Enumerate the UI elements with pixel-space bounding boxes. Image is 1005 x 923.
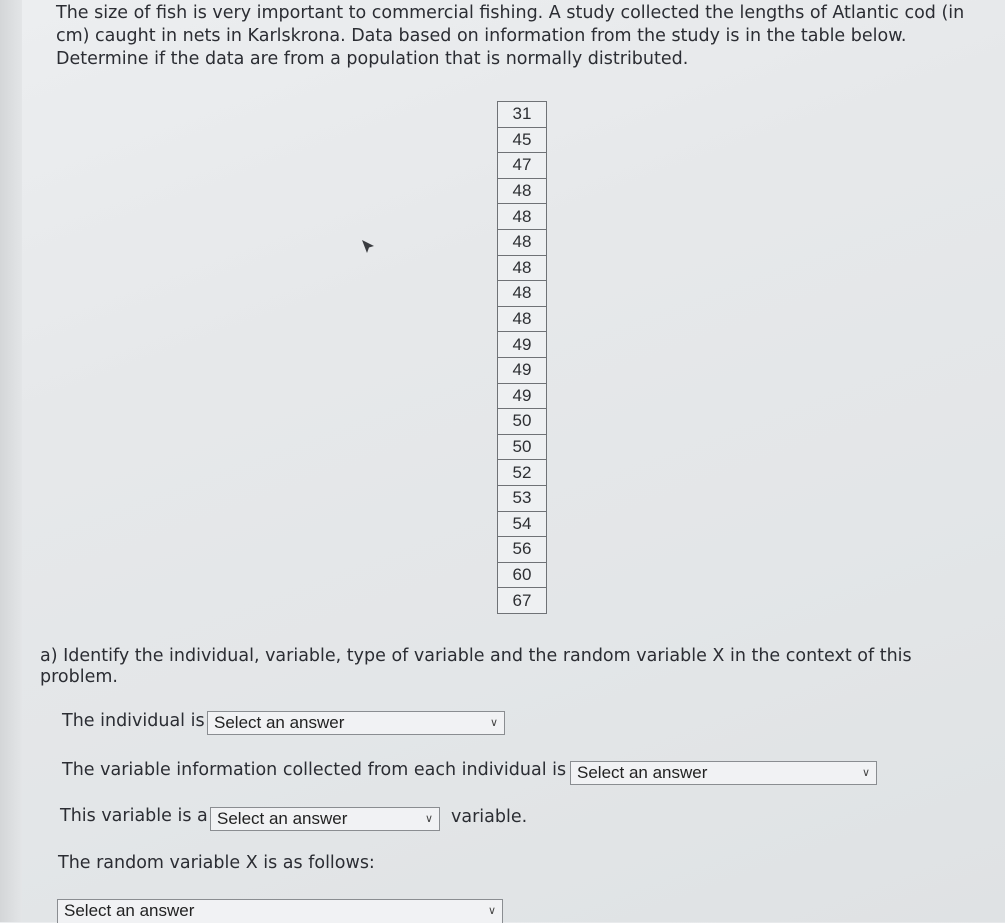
- variable-type-suffix: variable.: [451, 807, 528, 827]
- table-row: [498, 511, 547, 537]
- table-cell: 47: [498, 153, 547, 179]
- table-row: [498, 383, 547, 409]
- table-cell: 54: [498, 511, 547, 537]
- table-row: [498, 204, 547, 230]
- table-row: [498, 485, 547, 511]
- table-row: [498, 409, 547, 435]
- table-cell: 49: [498, 357, 547, 383]
- table-cell: 49: [498, 383, 547, 409]
- mouse-cursor-icon: [358, 237, 378, 257]
- problem-intro: The size of fish is very important to commercial fishing. A study collected the lengths of Atlantic cod (in cm) caught in nets in Karlskrona. Data based on information from the study is in the table below. Determine if the data are from a population that is normally distributed.: [56, 3, 965, 69]
- table-cell: 48: [498, 229, 547, 255]
- table-cell: 67: [498, 588, 547, 614]
- table-cell: 45: [498, 127, 547, 153]
- table-row: [498, 537, 547, 563]
- random-variable-select-value: Select an answer: [64, 901, 195, 920]
- table-cell: 56: [498, 537, 547, 563]
- random-variable-select[interactable]: [57, 899, 503, 923]
- table-cell: 53: [498, 485, 547, 511]
- table-cell: 48: [498, 281, 547, 307]
- table-cell: 31: [498, 102, 547, 128]
- table-row: [498, 281, 547, 307]
- part-a-question: a) Identify the individual, variable, type of variable and the random variable X in the context of this problem.: [40, 646, 912, 687]
- table-row: [498, 178, 547, 204]
- table-row: [498, 588, 547, 614]
- table-cell: 60: [498, 562, 547, 588]
- table-cell: 50: [498, 409, 547, 435]
- table-cell: 50: [498, 434, 547, 460]
- table-row: [498, 332, 547, 358]
- table-cell: 48: [498, 204, 547, 230]
- table-cell: 48: [498, 178, 547, 204]
- variable-type-select-value: Select an answer: [217, 809, 348, 828]
- variable-select-value: Select an answer: [577, 763, 708, 782]
- table-row: [498, 460, 547, 486]
- data-table: [497, 101, 547, 614]
- chevron-down-icon: ∨: [424, 813, 433, 825]
- variable-select[interactable]: [570, 761, 877, 785]
- table-row: [498, 562, 547, 588]
- left-edge-band: [0, 0, 22, 922]
- table-row: [498, 306, 547, 332]
- table-row: [498, 255, 547, 281]
- chevron-down-icon: ∨: [489, 717, 498, 729]
- table-row: [498, 229, 547, 255]
- individual-label: The individual is: [62, 711, 205, 731]
- variable-type-label: This variable is a: [60, 806, 208, 826]
- random-variable-label: The random variable X is as follows:: [58, 853, 375, 873]
- individual-select[interactable]: [207, 711, 505, 735]
- variable-type-select[interactable]: [210, 807, 440, 831]
- individual-select-value: Select an answer: [214, 713, 345, 732]
- table-row: [498, 153, 547, 179]
- table-cell: 49: [498, 332, 547, 358]
- chevron-down-icon: ∨: [861, 767, 870, 779]
- table-row: [498, 357, 547, 383]
- table-row: [498, 127, 547, 153]
- table-row: [498, 434, 547, 460]
- table-cell: 52: [498, 460, 547, 486]
- variable-label: The variable information collected from each individual is: [62, 760, 567, 780]
- table-cell: 48: [498, 255, 547, 281]
- chevron-down-icon: ∨: [487, 905, 496, 917]
- table-row: [498, 102, 547, 128]
- table-cell: 48: [498, 306, 547, 332]
